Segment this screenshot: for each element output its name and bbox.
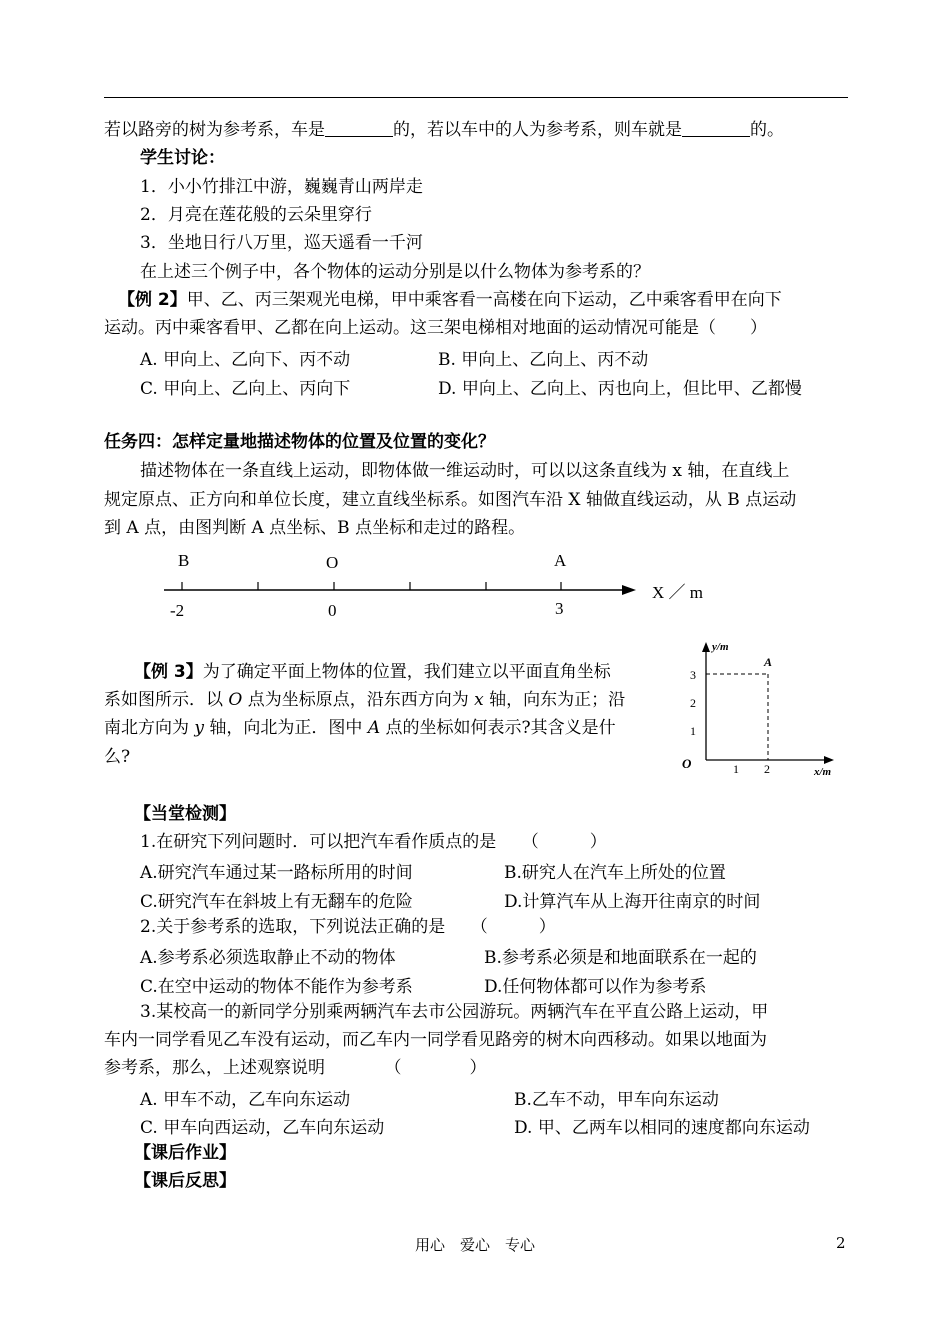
option: B.乙车不动，甲车向东运动 <box>514 1090 719 1110</box>
option: B.参考系必须是和地面联系在一起的 <box>484 948 757 968</box>
y-tick: 1 <box>690 724 696 738</box>
tick-label: 3 <box>555 599 564 618</box>
task4-text: 到 A 点，由图判断 A 点坐标、B 点坐标和走过的路程。 <box>104 518 526 538</box>
option: C.在空中运动的物体不能作为参考系 <box>140 977 413 997</box>
tick-label: -2 <box>170 601 185 620</box>
example-tag: 【例 3】 <box>134 662 203 682</box>
discussion-title: 学生讨论： <box>140 148 225 168</box>
discussion-question: 在上述三个例子中，各个物体的运动分别是以什么物体为参考系的？ <box>140 262 650 282</box>
option-d: D. 甲向上、乙向上、丙也向上，但比甲、乙都慢 <box>438 379 802 399</box>
y-tick: 2 <box>690 696 696 710</box>
header-rule <box>104 97 848 98</box>
option: A. 甲车不动，乙车向东运动 <box>140 1090 351 1110</box>
number-line-figure <box>150 548 730 628</box>
example-2-line1 <box>118 288 848 312</box>
x-tick: 1 <box>733 762 739 776</box>
text: 为了确定平面上物体的位置，我们建立以平面直角坐标 <box>202 662 611 682</box>
option: A.参考系必须选取静止不动的物体 <box>140 948 396 968</box>
text: 点为坐标原点，沿东西方向为 <box>242 690 475 710</box>
y-axis-label: y/m <box>712 641 729 653</box>
var: y <box>194 718 205 738</box>
check-title: 【当堂检测】 <box>134 804 236 824</box>
origin-label: O <box>682 756 692 771</box>
text: 南北方向为 <box>104 718 195 738</box>
tick-label: 0 <box>328 601 337 620</box>
discussion-item: 3．坐地日行八万里，巡天遥看一千河 <box>140 233 423 253</box>
text: 甲、乙、丙三架观光电梯，甲中乘客看一高楼在向下运动，乙中乘客看甲在向下 <box>186 290 782 310</box>
example-3-line3 <box>104 716 664 740</box>
var: A <box>367 718 381 738</box>
option: B.研究人在汽车上所处的位置 <box>504 863 726 883</box>
text: 点的坐标如何表示?其含义是什 <box>380 718 616 738</box>
task4-text: 描述物体在一条直线上运动，即物体做一维运动时，可以以这条直线为 x 轴，在直线上 <box>140 461 790 481</box>
option: C. 甲车向西运动，乙车向东运动 <box>140 1118 385 1138</box>
var: x <box>474 690 484 710</box>
question-3: 参考系，那么，上述观察说明 （ ） <box>104 1058 487 1078</box>
example-3-line4: 么? <box>104 747 131 767</box>
point-b-label: B <box>178 551 190 570</box>
example-3-line1 <box>134 660 664 684</box>
task4-text: 规定原点、正方向和单位长度，建立直线坐标系。如图汽车沿 X 轴做直线运动，从 B 点运动 <box>104 490 797 510</box>
option-a: A. 甲向上、乙向下、丙不动 <box>140 350 351 370</box>
page-number: 2 <box>836 1234 846 1252</box>
option: D.任何物体都可以作为参考系 <box>484 977 707 997</box>
homework-title: 【课后作业】 <box>134 1143 236 1163</box>
point-a-label: A <box>554 551 567 570</box>
blank <box>682 120 750 137</box>
example-2-line2: 运动。丙中乘客看甲、乙都在向上运动。这三架电梯相对地面的运动情况可能是（ ） <box>104 318 767 338</box>
text: 轴，向东为正；沿 <box>483 690 626 710</box>
footer-motto: 用心 爱心 专心 <box>414 1236 535 1254</box>
question-3: 车内一同学看见乙车没有运动，而乙车内一同学看见路旁的树木向西移动。如果以地面为 <box>104 1030 767 1050</box>
option: D. 甲、乙两车以相同的速度都向东运动 <box>514 1118 810 1138</box>
text: 的，若以车中的人为参考系，则车就是 <box>393 120 682 140</box>
fill-blank-line <box>104 118 848 142</box>
example-tag: 【例 2】 <box>118 290 187 310</box>
task4-title: 任务四：怎样定量地描述物体的位置及位置的变化？ <box>104 432 495 452</box>
coordinate-plot <box>676 638 846 780</box>
text: 轴，向北为正．图中 <box>204 718 368 738</box>
reflection-title: 【课后反思】 <box>134 1171 236 1191</box>
blank <box>325 120 393 137</box>
text: 若以路旁的树为参考系，车是 <box>104 120 325 140</box>
option: D.计算汽车从上海开往南京的时间 <box>504 892 761 912</box>
y-tick: 3 <box>690 668 696 682</box>
example-3-line2 <box>104 688 664 712</box>
question-2: 2.关于参考系的选取，下列说法正确的是 （ ） <box>140 917 556 937</box>
text: 系如图所示．以 <box>104 690 229 710</box>
axis-label: X ／ m <box>652 583 703 602</box>
option-b: B. 甲向上、乙向上、丙不动 <box>438 350 649 370</box>
point-o-label: O <box>326 553 339 572</box>
option: C.研究汽车在斜坡上有无翻车的危险 <box>140 892 413 912</box>
discussion-item: 2．月亮在莲花般的云朵里穿行 <box>140 205 372 225</box>
x-axis-label: x/m <box>814 766 832 778</box>
x-tick: 2 <box>764 762 770 776</box>
discussion-item: 1．小小竹排江中游，巍巍青山两岸走 <box>140 177 423 197</box>
question-1: 1.在研究下列问题时．可以把汽车看作质点的是 （ ） <box>140 832 607 852</box>
var: O <box>228 690 243 710</box>
option: A.研究汽车通过某一路标所用的时间 <box>140 863 413 883</box>
question-3: 3.某校高一的新同学分别乘两辆汽车去市公园游玩。两辆汽车在平直公路上运动，甲 <box>140 1002 769 1022</box>
text: 的。 <box>750 120 784 140</box>
option-c: C. 甲向上、乙向上、丙向下 <box>140 379 351 399</box>
point-a-label: A <box>764 655 773 669</box>
